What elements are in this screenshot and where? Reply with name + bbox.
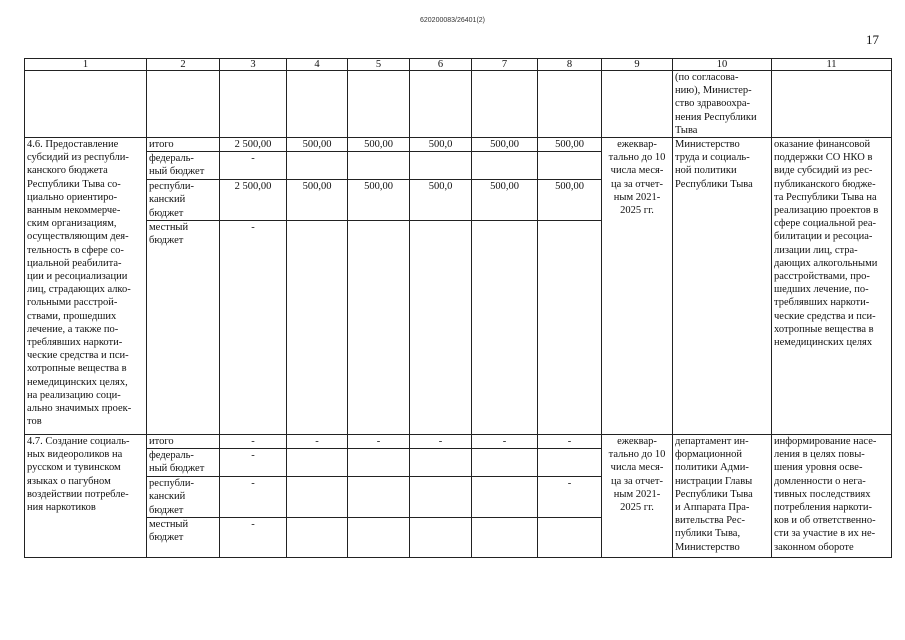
header-cell: 6 xyxy=(410,59,472,71)
value-cell: 500,00 xyxy=(287,180,348,221)
source-label: итого xyxy=(147,435,220,449)
page-number: 17 xyxy=(866,32,879,47)
continuation-row xyxy=(25,71,892,138)
value-cell: 2 500,00 xyxy=(220,180,287,221)
value-cell: - xyxy=(220,220,287,434)
value-cell: 500,00 xyxy=(472,138,538,152)
source-label: республи- канский бюджет xyxy=(147,180,220,221)
value-cell: - xyxy=(220,449,287,477)
source-label: федераль- ный бюджет xyxy=(147,152,220,180)
source-label: итого xyxy=(147,138,220,152)
value-cell: - xyxy=(472,435,538,449)
value-cell: - xyxy=(220,435,287,449)
value-cell: - xyxy=(220,517,287,557)
value-cell: - xyxy=(220,477,287,518)
responsible-cell: департамент ин- формационной политики Адми- нистрации Главы Республики Тыва и Аппарата Пра- вительства Рес- публики Тыва, Министерство xyxy=(673,435,772,558)
measure-name: 4.6. Предоставление субсидий из республи- канского бюджета Республики Тыва со- циально ориентиро- ванным некоммерче- ским организациям, осуществляющим дея- тельность в сфере со- циальной реабилита- ции и ресоциализации лиц, страдающих алко- гольными расстрой- ствами, прошедших лечение, а также по- треблявших наркоти- ческие средства и пси- хотропные вещества в немедицинских целях, на реализацию соци- ально значимых проек- тов xyxy=(25,138,147,435)
header-cell: 5 xyxy=(348,59,410,71)
source-label: республи- канский бюджет xyxy=(147,477,220,518)
header-cell: 8 xyxy=(538,59,602,71)
deadline-cell: ежеквар- тально до 10 числа меся- ца за отчет- ным 2021- 2025 гг. xyxy=(602,435,673,558)
value-cell: - xyxy=(410,435,472,449)
header-cell: 1 xyxy=(25,59,147,71)
header-row xyxy=(25,59,892,71)
header-cell: 2 xyxy=(147,59,220,71)
value-cell: - xyxy=(538,435,602,449)
value-cell: 500,00 xyxy=(538,138,602,152)
table-row xyxy=(25,138,892,152)
value-cell: - xyxy=(538,477,602,518)
deadline-cell: ежеквар- тально до 10 числа меся- ца за отчет- ным 2021- 2025 гг. xyxy=(602,138,673,435)
source-label: местный бюджет xyxy=(147,517,220,557)
source-label: местный бюджет xyxy=(147,220,220,434)
responsible-cell: Министерство труда и социаль- ной политики Республики Тыва xyxy=(673,138,772,435)
table-row xyxy=(25,435,892,449)
value-cell: 500,0 xyxy=(410,138,472,152)
result-cell: оказание финансовой поддержки СО НКО в виде субсидий из рес- публиканского бюдже- та Республики Тыва на реализацию проектов в сфере социальной реа- билитации и ресоциа- лизации лиц, стра- дающих алкогольными расстройствами, про- шедших лечение, по- треблявших наркоти- ческие средства и пси- хотропные вещества в немедицинских целях xyxy=(772,138,892,435)
value-cell: 500,00 xyxy=(348,138,410,152)
header-cell: 3 xyxy=(220,59,287,71)
header-cell: 11 xyxy=(772,59,892,71)
header-cell: 7 xyxy=(472,59,538,71)
value-cell: 500,0 xyxy=(410,180,472,221)
value-cell: 500,00 xyxy=(538,180,602,221)
value-cell: - xyxy=(220,152,287,180)
value-cell: 500,00 xyxy=(472,180,538,221)
result-cell: информирование насе- ления в целях повы- шения уровня осве- домленности о нега- тивных последствиях потребления наркоти- ков и об ответственно- сти за участие в их не- законном обороте xyxy=(772,435,892,558)
value-cell: 2 500,00 xyxy=(220,138,287,152)
program-table xyxy=(24,58,892,558)
value-cell: 500,00 xyxy=(287,138,348,152)
header-cell: 9 xyxy=(602,59,673,71)
measure-name: 4.7. Создание социаль- ных видеороликов на русском и тувинском языках о пагубном воздействии потребле- ния наркотиков xyxy=(25,435,147,558)
value-cell: - xyxy=(287,435,348,449)
document-id: 620200083/26401(2) xyxy=(420,17,486,24)
responsible-cell: (по согласова- нию), Министер- ство здравоохра- нения Республики Тыва xyxy=(673,71,772,138)
value-cell: - xyxy=(348,435,410,449)
value-cell: 500,00 xyxy=(348,180,410,221)
source-label: федераль- ный бюджет xyxy=(147,449,220,477)
header-cell: 10 xyxy=(673,59,772,71)
header-cell: 4 xyxy=(287,59,348,71)
